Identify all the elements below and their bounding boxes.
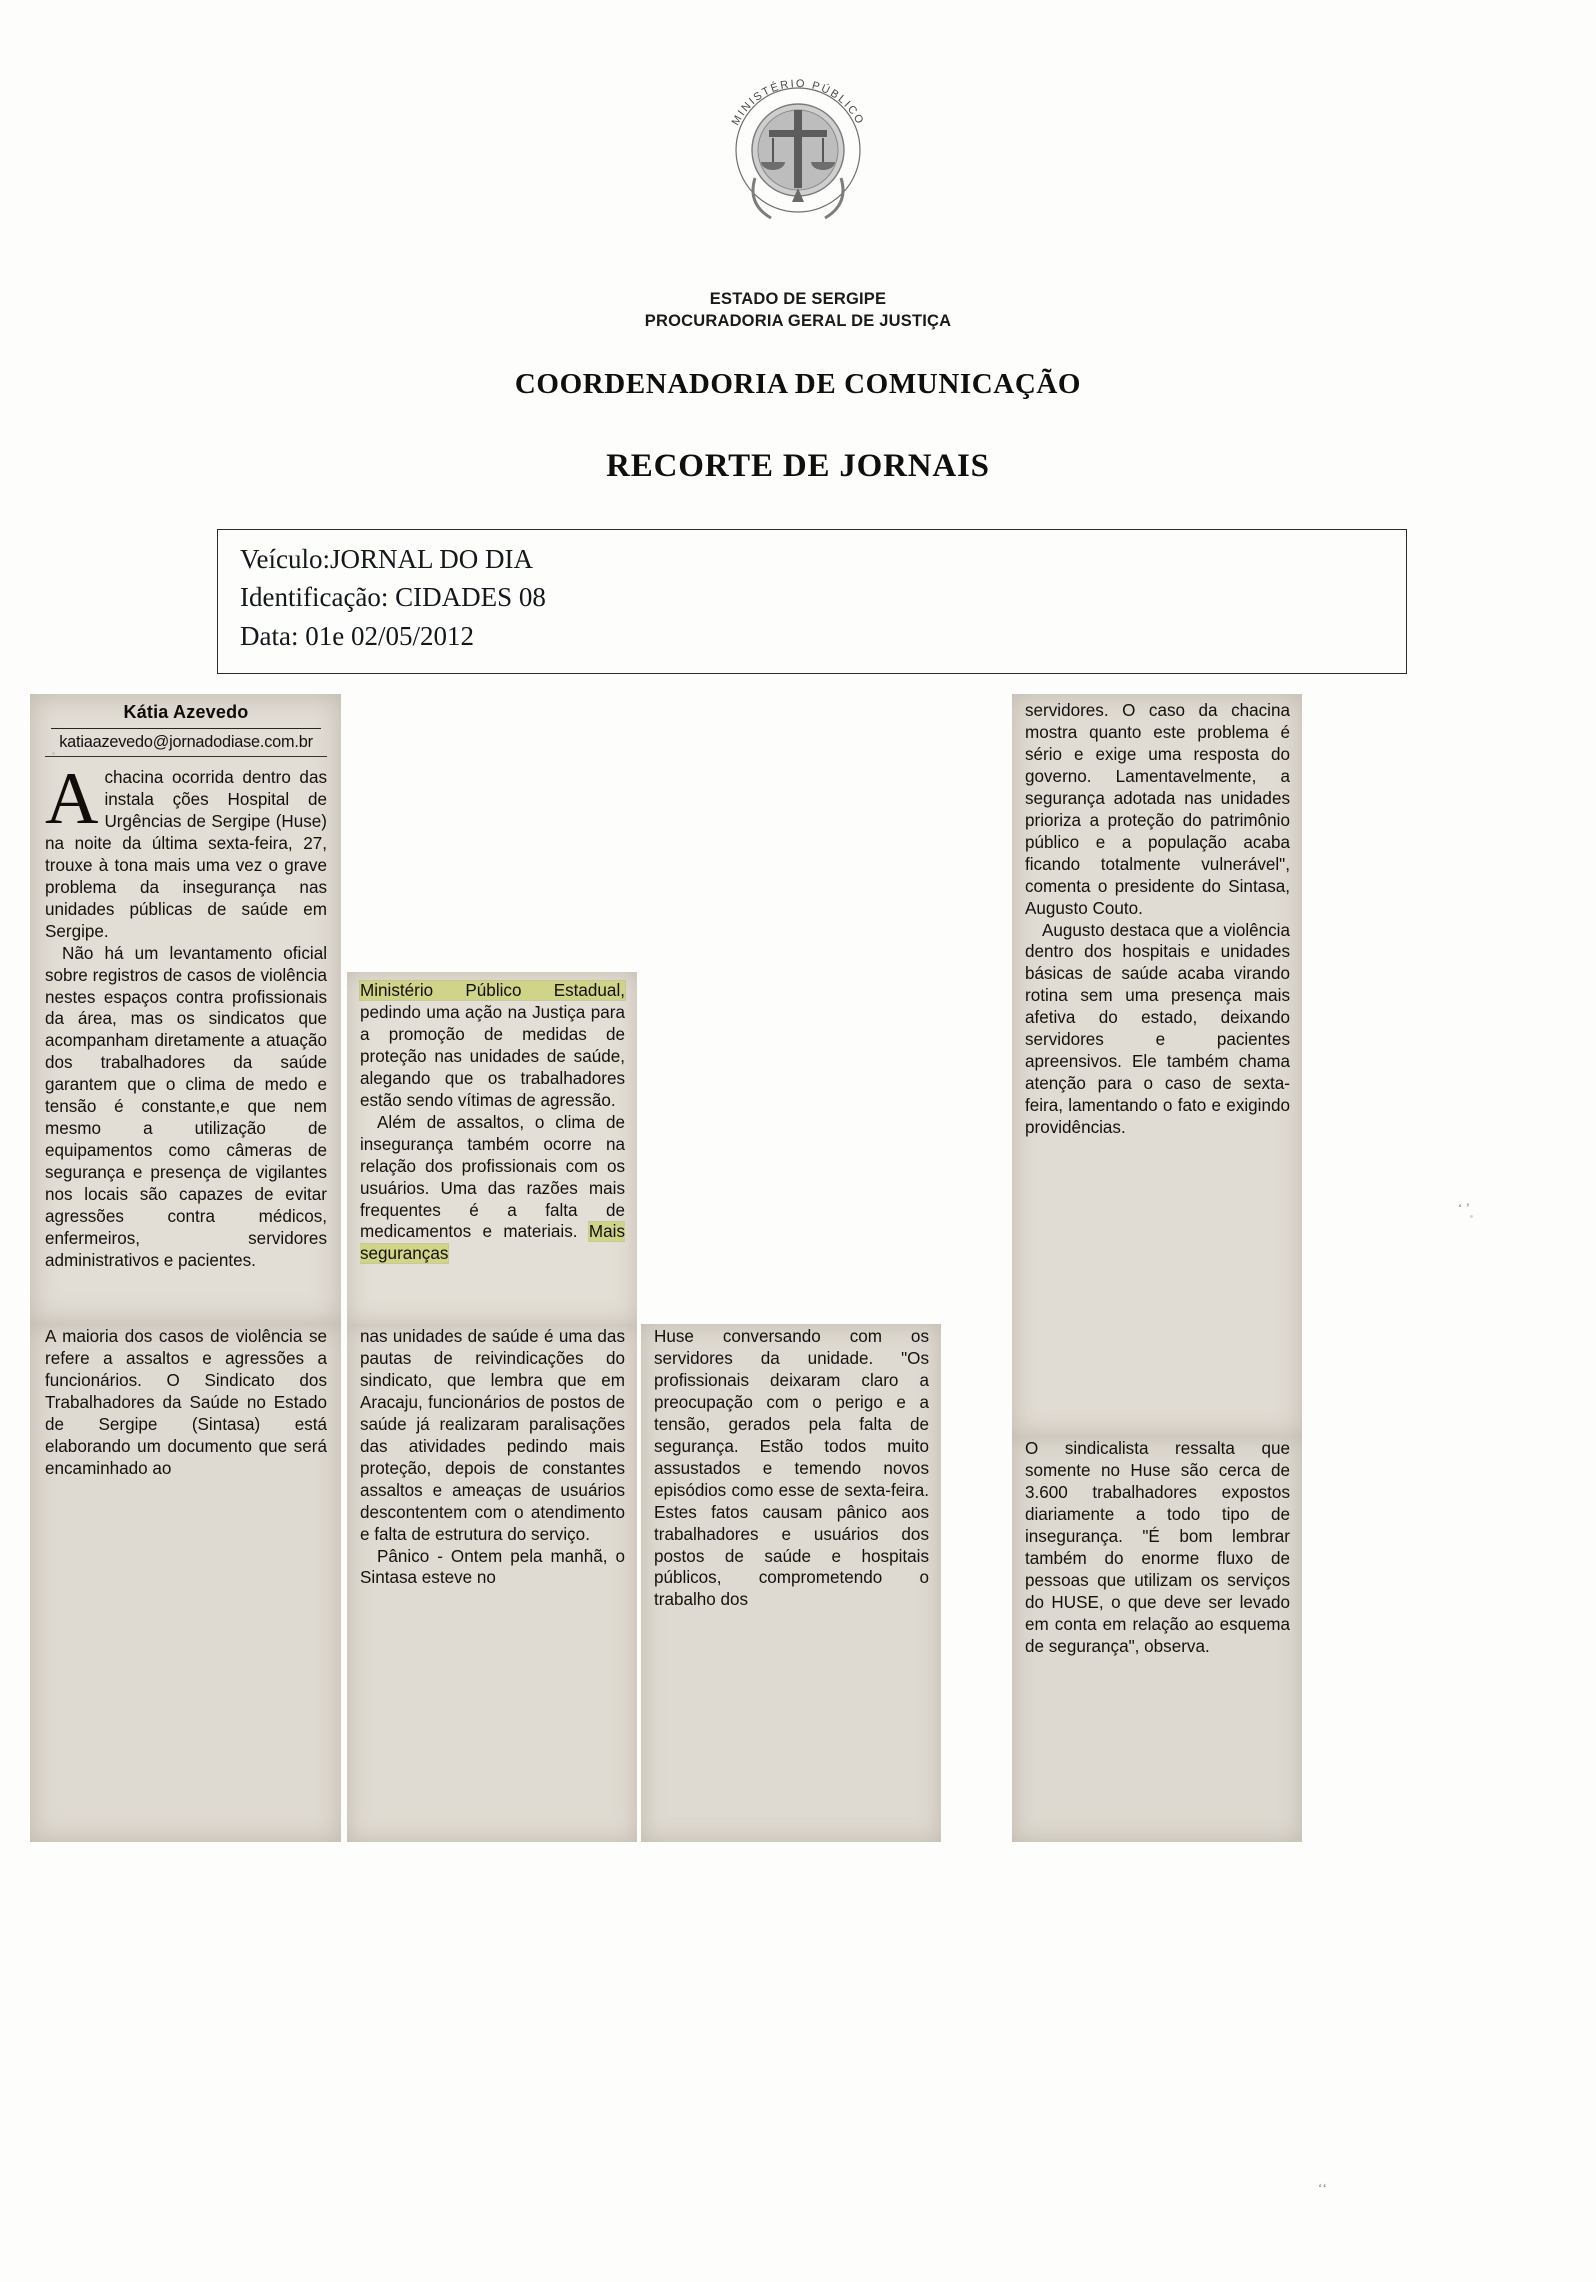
paragraph xyxy=(360,1112,625,1266)
clipping-info-box xyxy=(217,529,1407,674)
article-column-2-upper xyxy=(347,972,637,1324)
scan-mark: ʻ ʼ xyxy=(1458,1200,1470,1215)
paragraph xyxy=(360,1546,625,1590)
info-identification: Identificação: CIDADES 08 xyxy=(240,582,546,613)
paragraph-text: A maioria dos casos de violência se refere a assaltos e agressões a funcionários. O Sindicato dos Trabalhadores da Saúde no Estado de Sergipe (Sintasa) está elaborando um documento que será encaminhado ao xyxy=(45,1327,327,1478)
article-byline-email: katiaazevedo@jornadodiase.com.br xyxy=(45,733,327,757)
paragraph-text: Pânico - Ontem pela manhã, o Sintasa esteve no xyxy=(360,1546,625,1588)
paragraph-text: Huse conversando com os servidores da unidade. "Os profissionais deixaram claro a preocupação com o perigo e a tensão, gerados pela falta de segurança. Estão todos muito assustados e temendo novos episódios como esse de sexta-feira. Estes fatos causam pânico aos trabalhadores e usuários dos postos de saúde e hospitais públicos, comprometendo o trabalho dos xyxy=(654,1327,929,1610)
drop-cap: A xyxy=(45,758,99,840)
scan-mark: ʻʻ xyxy=(1318,2180,1327,2195)
section-title: RECORTE DE JORNAIS xyxy=(606,448,990,484)
svg-text:MINISTÉRIO PÚBLICO: MINISTÉRIO PÚBLICO xyxy=(729,77,867,128)
article-byline: Kátia Azevedo xyxy=(123,702,249,722)
paragraph xyxy=(1025,1438,1290,1658)
ministerio-publico-crest-icon xyxy=(703,58,893,248)
org-caption xyxy=(0,288,1596,333)
highlighted-text-tail: Mais seguranças xyxy=(360,1222,626,1264)
paragraph-text: Augusto destaca que a violência dentro dos hospitais e unidades básicas de saúde acaba virando rotina sem uma presença mais afetiva do estado, deixando servidores e pacientes apreensivos. Ele também chama atenção para o caso de sexta-feira, lamentando o fato e exigindo providências. xyxy=(1025,920,1290,1138)
paragraph xyxy=(654,1326,929,1611)
article-column-1-lower xyxy=(30,1324,341,1842)
paragraph xyxy=(360,980,625,1112)
article-column-1 xyxy=(30,694,341,1324)
info-vehicle: Veículo:JORNAL DO DIA xyxy=(240,544,533,574)
article-column-2-lower xyxy=(347,1324,637,1842)
paragraph-text: servidores. O caso da chacina mostra quanto este problema é sério e exige uma resposta do governo. Lamentavelmente, a segurança adotada nas unidades prioriza a proteção do patrimônio público e a população acaba ficando totalmente vulnerável", comenta o presidente do Sintasa, Augusto Couto. xyxy=(1025,701,1290,918)
coordination-title: COORDENADORIA DE COMUNICAÇÃO xyxy=(514,368,1082,400)
article-column-4-lower xyxy=(1012,1436,1302,1842)
paragraph xyxy=(45,1326,327,1480)
article-column-3 xyxy=(641,1324,941,1842)
scan-speck xyxy=(52,752,55,755)
paragraph-text: Além de assaltos, o clima de insegurança também ocorre na relação dos profissionais com os usuários. Uma das razões mais frequentes é a falta de medicamentos e materiais. xyxy=(360,1112,625,1242)
byline-divider xyxy=(51,728,321,729)
paragraph-text: O sindicalista ressalta que somente no Huse são cerca de 3.600 trabalhadores expostos diariamente a todo tipo de insegurança. "É bom lembrar também do enorme fluxo de pessoas que utilizam os serviços do HUSE, o que deve ser levado em conta em relação ao esquema de segurança", observa. xyxy=(1025,1439,1290,1656)
scan-speck xyxy=(1470,1215,1473,1218)
paragraph xyxy=(1025,920,1290,1140)
paragraph xyxy=(45,943,327,1272)
paragraph-text: pedindo uma ação na Justiça para a promoção de medidas de proteção nas unidades de saúde, alegando que os trabalhadores estão sendo vítimas de agressão. xyxy=(360,1002,625,1110)
info-date: Data: 01e 02/05/2012 xyxy=(240,620,474,651)
org-line-office: PROCURADORIA GERAL DE JUSTIÇA xyxy=(644,312,952,331)
paragraph-text: chacina ocorrida dentro das instala ções Hospital de Urgências de Sergipe (Huse) na noite da última sexta-feira, 27, trouxe à tona mais uma vez o grave problema da insegurança nas unidades públicas de saúde em Sergipe. xyxy=(45,768,327,941)
org-line-state: ESTADO DE SERGIPE xyxy=(709,290,887,308)
article-column-4-upper xyxy=(1012,694,1302,1436)
paragraph xyxy=(360,1326,625,1546)
highlighted-text: Ministério Público Estadual, xyxy=(360,981,625,1000)
paragraph-text: Não há um levantamento oficial sobre registros de casos de violência nestes espaços contra profissionais da área, mas os sindicatos que acompanham diretamente a atuação dos trabalhadores da saúde garantem que o clima de medo e tensão é constante,e que nem mesmo a utilização de equipamentos como câmeras de segurança e presença de vigilantes nos locais são capazes de evitar agressões contra médicos, enfermeiros, servidores administrativos e pacientes. xyxy=(45,943,327,1270)
paragraph xyxy=(1025,700,1290,920)
paragraph xyxy=(45,758,327,943)
paragraph-text: nas unidades de saúde é uma das pautas de reivindicações do sindicato, que lembra que em Aracaju, funcionários de postos de saúde já realizaram paralisações das atividades pedindo mais proteção, depois de constantes assaltos e ameaças de usuários descontentem com o atendimento e falta de estrutura do serviço. xyxy=(360,1327,625,1544)
